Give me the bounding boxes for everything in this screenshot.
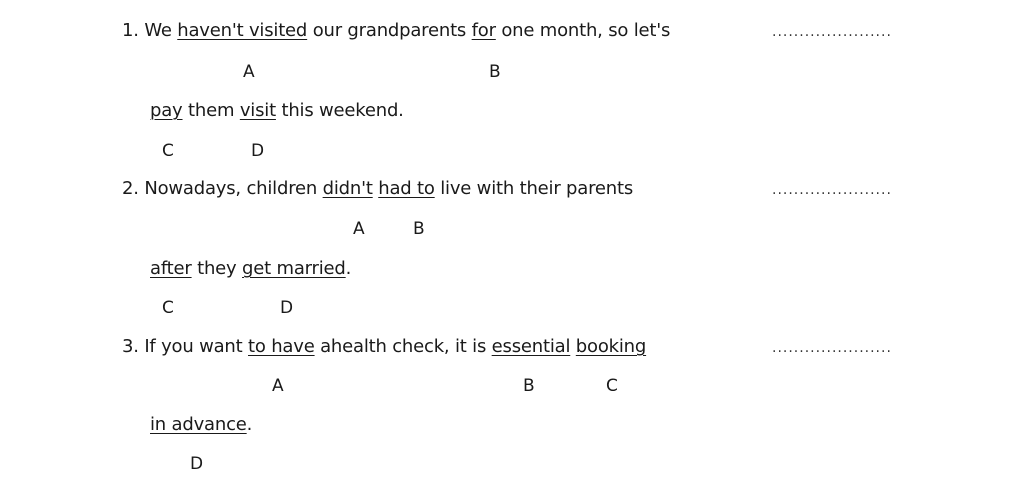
question-1-label-d: D bbox=[251, 141, 265, 161]
question-3-option-c-text: booking bbox=[575, 336, 647, 357]
question-3-option-b-text: essential bbox=[491, 336, 571, 357]
question-2-answer-blank[interactable]: ...................... bbox=[772, 182, 892, 198]
question-3-label-c: C bbox=[606, 376, 618, 396]
question-3-label-d: D bbox=[190, 454, 204, 474]
question-1-option-d-text: visit bbox=[239, 100, 276, 121]
question-2-option-a-text: didn't bbox=[322, 178, 373, 199]
question-2-option-d-text: get married bbox=[242, 258, 346, 279]
question-1-label-b: B bbox=[489, 62, 501, 82]
question-3-label-b: B bbox=[523, 376, 535, 396]
question-1-number: 1. bbox=[122, 20, 139, 41]
question-1-option-a-text: haven't visited bbox=[177, 20, 308, 41]
question-3-answer-blank[interactable]: ...................... bbox=[772, 340, 892, 356]
question-1-line-1: 1. We haven't visited our grandparents for one month, so let's bbox=[122, 20, 671, 41]
question-1-answer-blank[interactable]: ...................... bbox=[772, 24, 892, 40]
question-3-line-2: in advance. bbox=[150, 414, 253, 435]
question-2-number: 2. bbox=[122, 178, 139, 199]
question-1-option-b-text: for bbox=[471, 20, 496, 41]
question-2-label-d: D bbox=[280, 298, 294, 318]
question-1-line-2: pay them visit this weekend. bbox=[150, 100, 404, 121]
question-3-label-a: A bbox=[272, 376, 284, 396]
question-1-option-c-text: pay bbox=[150, 100, 183, 121]
question-2-label-c: C bbox=[162, 298, 174, 318]
question-3-option-d-text: in advance bbox=[150, 414, 247, 435]
question-2-label-a: A bbox=[353, 219, 365, 239]
question-2-label-b: B bbox=[413, 219, 425, 239]
question-2-option-c-text: after bbox=[150, 258, 192, 279]
question-1-label-c: C bbox=[162, 141, 174, 161]
question-1-label-a: A bbox=[243, 62, 255, 82]
question-2-line-2: after they get married. bbox=[150, 258, 352, 279]
question-2-option-b-text: had to bbox=[378, 178, 435, 199]
question-2-line-1: 2. Nowadays, children didn't had to live with their parents bbox=[122, 178, 634, 199]
question-3-number: 3. bbox=[122, 336, 139, 357]
question-3-line-1: 3. If you want to have ahealth check, it is essential booking bbox=[122, 336, 647, 357]
question-3-option-a-text: to have bbox=[248, 336, 315, 357]
